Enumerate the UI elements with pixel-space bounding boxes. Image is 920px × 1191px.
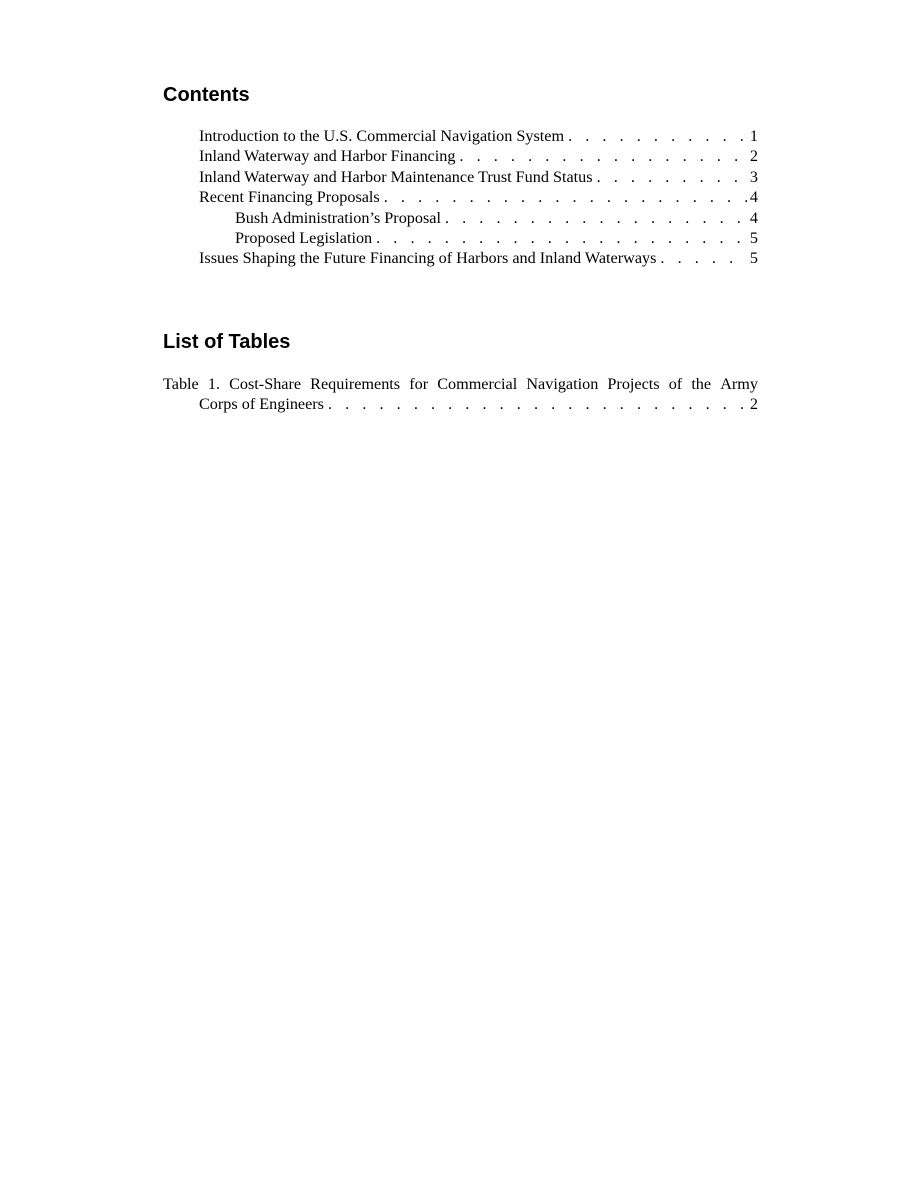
toc-page-number: 1 [749,127,758,145]
toc-entry[interactable] [163,248,758,268]
table-entry-word: for [409,375,429,393]
table-entry-word: the [691,375,712,393]
table-entry-word: 1. [207,375,220,393]
table-entry-word: Requirements [310,375,401,393]
table-entry-word: Cost-Share [229,375,302,393]
table-entry-word: Army [720,375,758,393]
toc-entry-title: Inland Waterway and Harbor Financing [199,147,456,166]
table-entry-word: Navigation [526,375,599,393]
contents-list [163,126,758,269]
table-entry-title-continued: Corps of Engineers [199,395,324,414]
toc-dot-leader [445,208,747,228]
toc-subentry[interactable] [163,208,758,228]
toc-dot-leader [568,126,747,146]
table-entry-word: Commercial [437,375,518,393]
toc-entry[interactable] [163,187,758,207]
contents-heading: Contents [163,84,250,106]
toc-entry-title: Inland Waterway and Harbor Maintenance Trust Fund Status [199,167,593,186]
toc-page-number: 4 [749,188,758,207]
toc-entry[interactable] [163,167,758,187]
toc-entry[interactable] [163,146,758,166]
toc-dot-leader [459,146,746,166]
toc-page-number: 2 [749,147,758,166]
table-entry-word: Projects [607,375,660,393]
toc-page-number: 4 [749,208,758,227]
toc-subentry[interactable] [163,228,758,248]
toc-page-number: 3 [749,167,758,186]
toc-entry-title: Issues Shaping the Future Financing of Harbors and Inland Waterways [199,249,657,268]
toc-entry-title: Bush Administration’s Proposal [235,208,441,227]
toc-page-number: 5 [749,249,758,268]
toc-entry[interactable] [163,126,758,146]
toc-entry-title: Proposed Legislation [235,228,373,247]
toc-dot-leader [384,187,747,207]
table-entry-word: Table [163,375,199,393]
list-of-tables-heading: List of Tables [163,331,291,353]
table-entry-word: of [668,375,683,393]
toc-page-number: 5 [749,228,758,247]
toc-entry-title: Introduction to the U.S. Commercial Navigation System [199,127,565,145]
toc-dot-leader [328,394,747,414]
toc-entry-title: Recent Financing Proposals [199,188,380,207]
toc-dot-leader [660,248,747,268]
table-entry-title-line [163,374,758,394]
table-list-entry[interactable] [163,374,758,415]
toc-dot-leader [376,228,747,248]
toc-page-number: 2 [749,395,758,414]
toc-dot-leader [597,167,747,187]
table-entry-continuation [163,394,758,414]
